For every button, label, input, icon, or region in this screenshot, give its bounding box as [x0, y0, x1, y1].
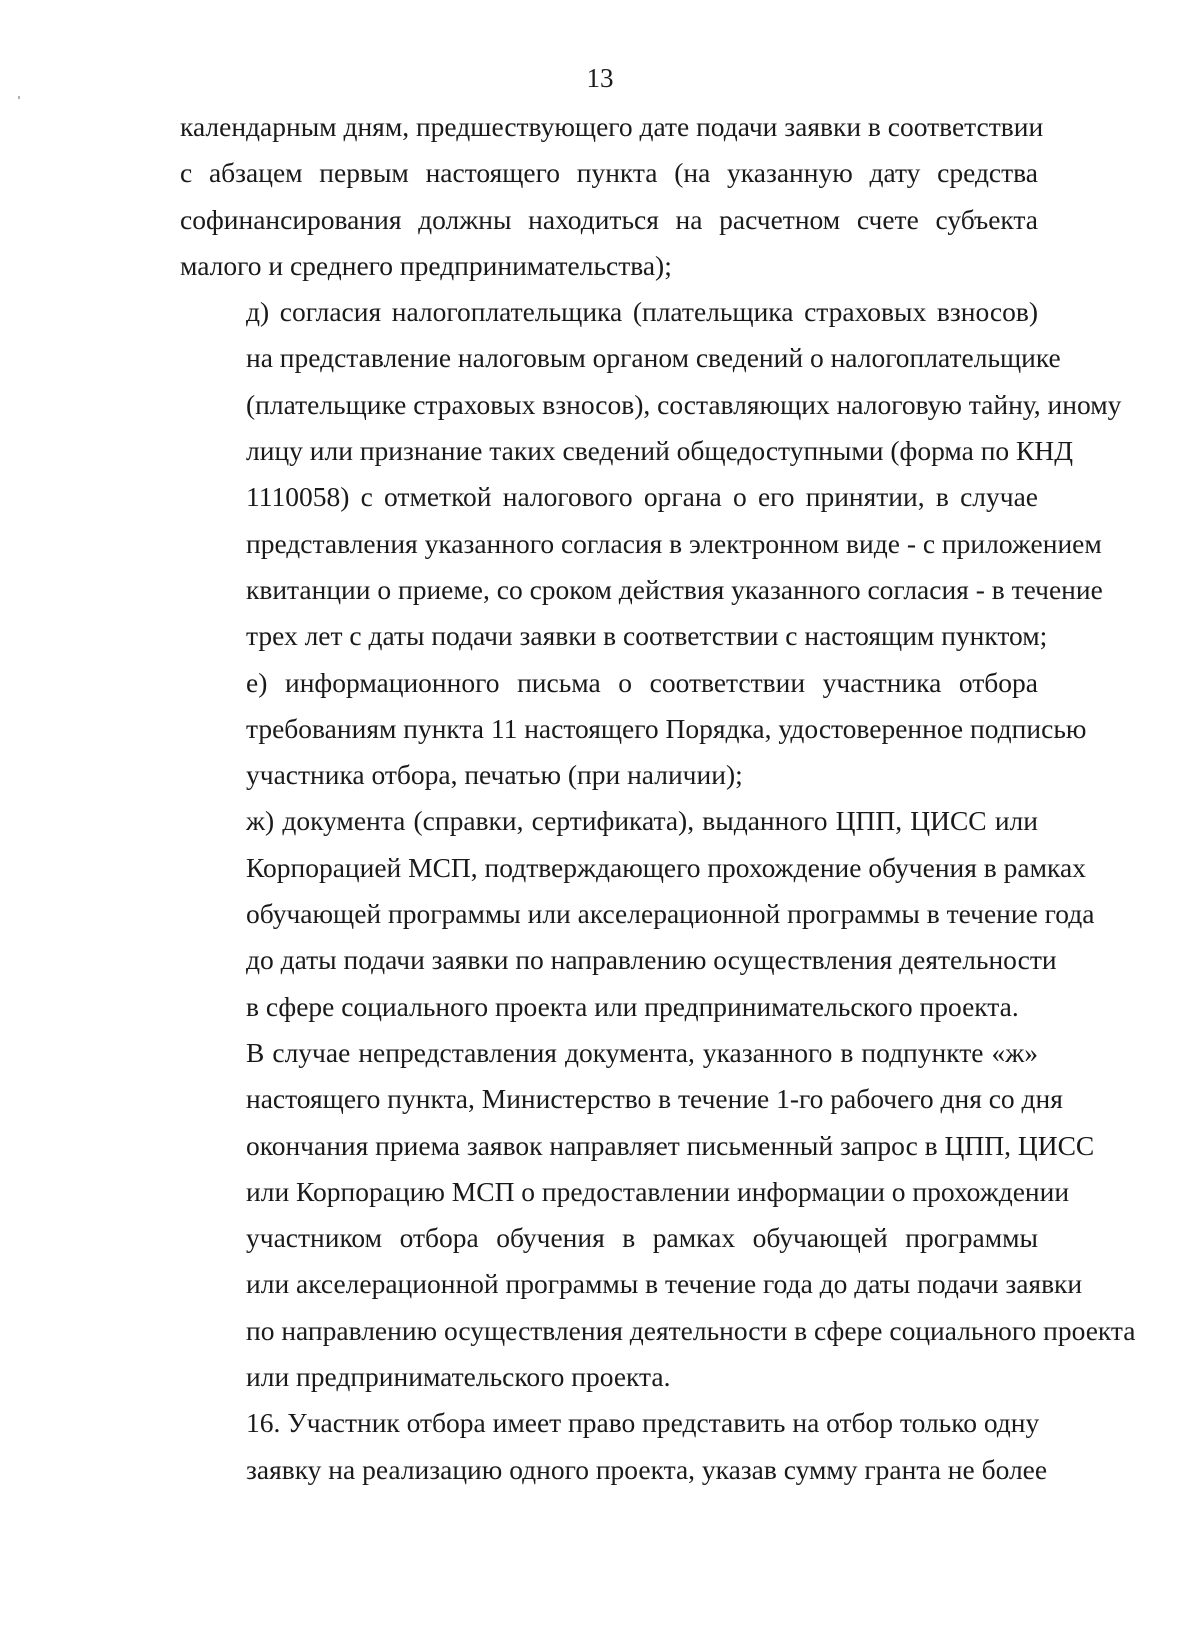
text-line: 16. Участник отбора имеет право представить на отбор только одну [246, 1407, 1040, 1439]
text-line: по направлению осуществления деятельности в сфере социального проекта [246, 1314, 1136, 1346]
text-line: обучающей программы или акселерационной программы в течение года [246, 898, 1095, 930]
text-line: (плательщике страховых взносов), составляющих налоговую тайну, иному [246, 388, 1122, 420]
text-line: малого и среднего предпринимательства); [180, 249, 672, 281]
text-line: 1110058) с отметкой налогового органа о его принятии, в случае [246, 481, 1038, 513]
text-line: софинансирования должны находиться на расчетном счете субъекта [180, 203, 1038, 235]
text-line: настоящего пункта, Министерство в течение 1-го рабочего дня со дня [246, 1083, 1063, 1115]
text-line: представления указанного согласия в электронном виде - с приложением [246, 527, 1102, 559]
scan-artifact [18, 96, 20, 99]
paragraph-continuation [180, 104, 1044, 289]
text-line: е) информационного письма о соответствии участника отбора [246, 666, 1038, 698]
page-number: 13 [586, 63, 614, 93]
text-line: Корпорацией МСП, подтверждающего прохождение обучения в рамках [246, 851, 1086, 883]
text-line: участника отбора, печатью (при наличии); [246, 759, 743, 791]
text-line: календарным дням, предшествующего дате подачи заявки в соответствии [180, 111, 1044, 142]
paragraph-item-d [180, 289, 1122, 659]
text-line: квитанции о приеме, со сроком действия указанного согласия - в течение [246, 573, 1103, 605]
text-line: окончания приема заявок направляет письменный запрос в ЦПП, ЦИСС [246, 1129, 1095, 1161]
paragraph-item-zh [180, 798, 1095, 1029]
paragraph-item-e [180, 660, 1087, 799]
text-line: лицу или признание таких сведений общедоступными (форма по КНД [246, 435, 1074, 467]
text-line: д) согласия налогоплательщика (плательщика страховых взносов) [246, 296, 1038, 328]
text-line: трех лет с даты подачи заявки в соответствии с настоящим пунктом; [246, 620, 1048, 652]
document-body [180, 104, 1136, 1493]
text-line: ж) документа (справки, сертификата), выданного ЦПП, ЦИСС или [246, 805, 1038, 837]
text-line: в сфере социального проекта или предпринимательского проекта. [246, 990, 1019, 1022]
text-line: заявку на реализацию одного проекта, указав сумму гранта не более [246, 1453, 1048, 1485]
text-line: с абзацем первым настоящего пункта (на указанную дату средства [180, 157, 1038, 189]
text-line: В случае непредставления документа, указанного в подпункте «ж» [246, 1036, 1038, 1068]
text-line: требованиям пункта 11 настоящего Порядка, удостоверенное подписью [246, 712, 1087, 744]
text-line: на представление налоговым органом сведений о налогоплательщике [246, 342, 1061, 374]
text-line: участником отбора обучения в рамках обучающей программы [246, 1222, 1038, 1254]
text-line: до даты подачи заявки по направлению осуществления деятельности [246, 944, 1057, 976]
text-line: или Корпорацию МСП о предоставлении информации о прохождении [246, 1175, 1070, 1207]
text-line: или предпринимательского проекта. [246, 1361, 671, 1393]
paragraph-nonsubmission [180, 1030, 1136, 1400]
text-line: или акселерационной программы в течение года до даты подачи заявки [246, 1268, 1083, 1300]
paragraph-item-16 [180, 1400, 1048, 1493]
